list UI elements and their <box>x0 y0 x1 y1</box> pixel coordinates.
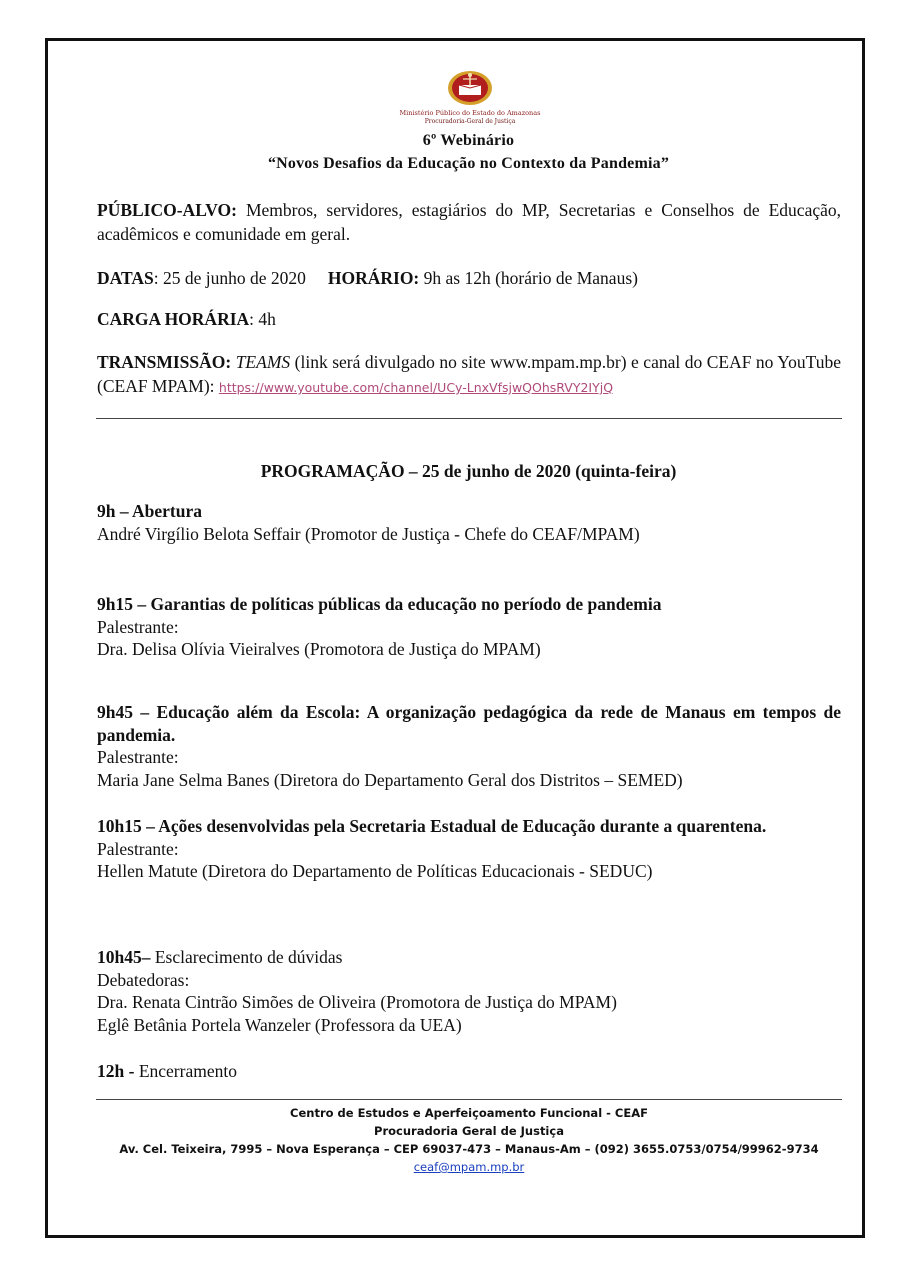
schedule-item-line: Debatedoras: <box>97 969 190 990</box>
divider-top <box>96 418 842 419</box>
schedule-item-line: Palestrante: <box>97 838 179 859</box>
schedule-item <box>97 500 841 545</box>
schedule-item-line: Eglê Betânia Portela Wanzeler (Professora da UEA) <box>97 1014 462 1035</box>
schedule-item <box>97 593 841 661</box>
divider-bottom <box>96 1099 842 1100</box>
schedule-item-line: André Virgílio Belota Seffair (Promotor de Justiça - Chefe do CEAF/MPAM) <box>97 523 640 544</box>
transmissao-text: (link será divulgado no site www.mpam.mp.br) e canal do CEAF no YouTube (CEAF MPAM): <box>97 352 842 396</box>
logo-institution-name: Ministério Público do Estado do Amazonas <box>399 109 541 117</box>
transmissao <box>97 350 841 400</box>
schedule-item-head: 9h15 – Garantias de políticas públicas da educação no período de pandemia <box>97 594 662 614</box>
horario-text: 9h as 12h (horário de Manaus) <box>419 268 638 288</box>
schedule-item-line: Dra. Delisa Olívia Vieiralves (Promotora de Justiça do MPAM) <box>97 639 541 659</box>
schedule-item-line: Palestrante: <box>97 747 179 767</box>
footer-email-link[interactable]: ceaf@mpam.mp.br <box>413 1160 525 1174</box>
schedule-item <box>97 701 841 791</box>
carga-text: : 4h <box>249 309 276 329</box>
youtube-link[interactable]: https://www.youtube.com/channel/UCy-LnxVfsjwQOhsRVY2IYjQ <box>218 380 614 395</box>
schedule-item-line: Palestrante: <box>97 616 179 637</box>
logo-institution-sub: Procuradoria-Geral de Justiça <box>424 118 516 125</box>
schedule-item-line: Hellen Matute (Diretora do Departamento de Políticas Educacionais - SEDUC) <box>97 861 653 881</box>
footer <box>96 1104 842 1176</box>
footer-address: Av. Cel. Teixeira, 7995 – Nova Esperança – CEP 69037-473 – Manaus-Am – (092) 3655.0753/0754/99962-9734 <box>119 1142 819 1156</box>
schedule-item-head-rest: Esclarecimento de dúvidas <box>150 947 343 967</box>
carga-horaria <box>97 307 841 331</box>
transmissao-teams: TEAMS <box>235 352 291 372</box>
transmissao-label: TRANSMISSÃO: <box>97 352 232 372</box>
publico-text: Membros, servidores, estagiários do MP, Secretarias e Conselhos de Educação, acadêmicos e comunidade em geral. <box>97 200 841 244</box>
publico-label: PÚBLICO-ALVO: <box>97 200 237 220</box>
datas-text: : 25 de junho de 2020 <box>153 268 306 288</box>
webinar-number: 6º Webinário <box>422 132 515 149</box>
schedule-item-head: 9h – Abertura <box>97 501 202 521</box>
programacao-title: PROGRAMAÇÃO – 25 de junho de 2020 (quinta-feira) <box>260 461 677 481</box>
schedule-item <box>97 946 841 1036</box>
schedule-item <box>97 815 841 883</box>
schedule-item-line: Maria Jane Selma Banes (Diretora do Departamento Geral dos Distritos – SEMED) <box>97 769 683 790</box>
mpam-emblem-icon <box>445 68 495 108</box>
publico-alvo <box>97 198 841 246</box>
webinar-title: “Novos Desafios da Educação no Contexto da Pandemia” <box>267 155 670 172</box>
horario-label: HORÁRIO: <box>327 268 420 288</box>
schedule-item-head: 10h15 – Ações desenvolvidas pela Secretaria Estadual de Educação durante a quarentena. <box>97 816 767 836</box>
footer-pgj: Procuradoria Geral de Justiça <box>374 1124 564 1138</box>
schedule-item <box>97 1060 841 1083</box>
datas-label: DATAS <box>97 268 154 288</box>
schedule-item-head: 12h - <box>97 1061 135 1081</box>
footer-ceaf: Centro de Estudos e Aperfeiçoamento Funcional - CEAF <box>290 1106 648 1120</box>
schedule-item-line: Dra. Renata Cintrão Simões de Oliveira (Promotora de Justiça do MPAM) <box>97 992 617 1012</box>
schedule-item-head: 9h45 – Educação além da Escola: A organização pedagógica da rede de Manaus em tempos de pandemia. <box>97 702 841 745</box>
datas-horario <box>97 266 841 290</box>
schedule-item-head-rest: Encerramento <box>134 1061 237 1081</box>
schedule-item-head: 10h45– <box>97 947 151 967</box>
carga-label: CARGA HORÁRIA <box>97 309 250 329</box>
mpam-logo <box>398 68 542 128</box>
